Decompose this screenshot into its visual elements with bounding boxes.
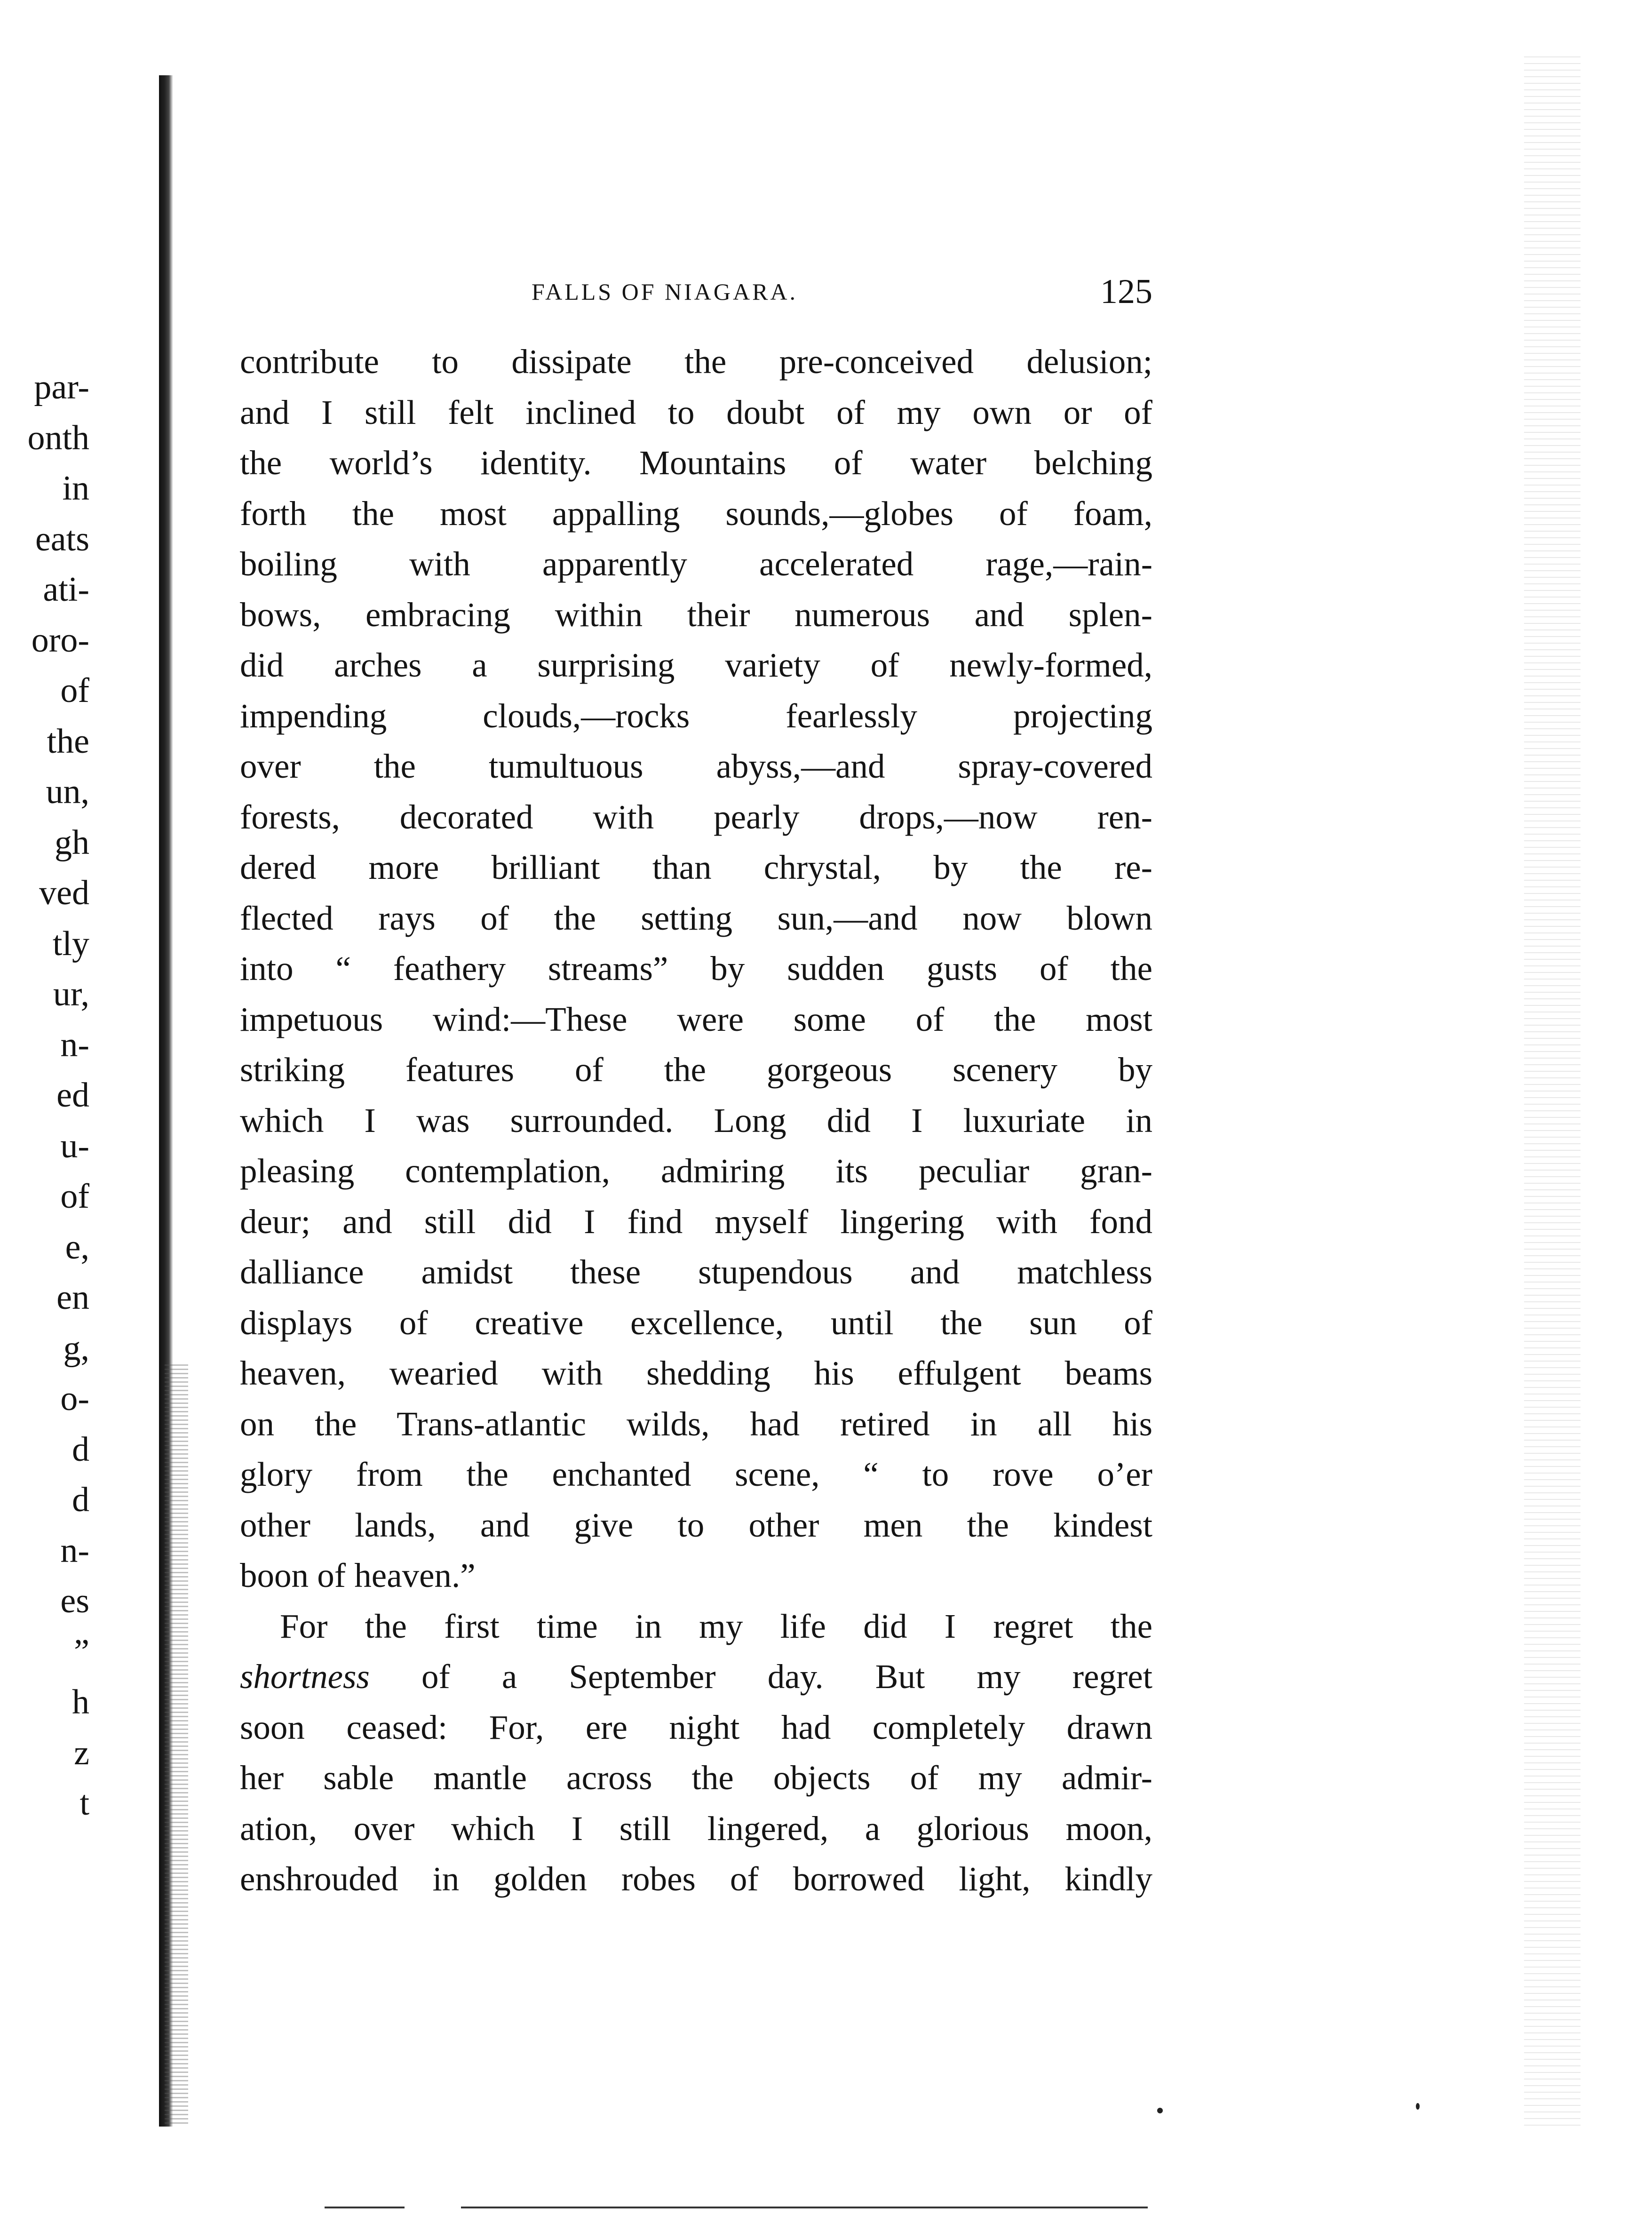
fragment-line: t xyxy=(79,1784,89,1823)
text-line: deur; and still did I find myself lingering with fond xyxy=(240,1202,1152,1241)
previous-page-bleed xyxy=(0,362,89,1829)
fragment-line: d xyxy=(72,1430,89,1469)
text-line: glory from the enchanted scene, “ to rove o’er xyxy=(240,1455,1152,1493)
fragment-line: ur, xyxy=(53,975,89,1013)
fragment-line: u- xyxy=(60,1126,89,1165)
gutter-speckle xyxy=(165,1364,188,2127)
fragment-line: h xyxy=(72,1683,89,1721)
fragment-line: ati- xyxy=(43,570,89,609)
stray-mark xyxy=(1157,2108,1163,2113)
fragment-line: o- xyxy=(60,1379,89,1418)
text-line: on the Trans-atlantic wilds, had retired in all his xyxy=(240,1404,1152,1443)
fragment-line: d xyxy=(72,1481,89,1519)
fragment-line: ved xyxy=(39,874,89,912)
text-line: bows, embracing within their numerous and splen- xyxy=(240,595,1152,634)
text-line: ation, over which I still lingered, a glorious moon, xyxy=(240,1809,1152,1848)
fragment-line: g, xyxy=(63,1329,89,1368)
fragment-line: of xyxy=(60,1177,89,1216)
fragment-line: par- xyxy=(34,368,89,406)
text-line: other lands, and give to other men the kindest xyxy=(240,1506,1152,1544)
fragment-line: ed xyxy=(56,1076,89,1115)
text-fragment: of a September day. But my regret xyxy=(369,1657,1152,1696)
body-text xyxy=(240,336,1152,1904)
running-header xyxy=(240,271,1152,322)
text-line: and I still felt inclined to doubt of my own or of xyxy=(240,393,1152,431)
fragment-line: en xyxy=(56,1278,89,1317)
text-line: over the tumultuous abyss,—and spray-covered xyxy=(240,747,1152,785)
fragment-line: of xyxy=(60,671,89,710)
bottom-rule-gap xyxy=(405,2207,461,2208)
text-line: into “ feathery streams” by sudden gusts of the xyxy=(240,949,1152,988)
text-line-with-italic xyxy=(240,1651,1152,1702)
text-line: impetuous wind:—These were some of the most xyxy=(240,1000,1152,1038)
fragment-line: the xyxy=(47,722,89,761)
fragment-line: eats xyxy=(35,519,89,558)
text-line: the world’s identity. Mountains of water belching xyxy=(240,444,1152,482)
text-line: forests, decorated with pearly drops,—now ren- xyxy=(240,797,1152,836)
text-line: enshrouded in golden robes of borrowed light, kindly xyxy=(240,1860,1152,1898)
fragment-line: onth xyxy=(27,418,89,457)
fragment-line: oro- xyxy=(31,621,89,660)
fragment-line: z xyxy=(74,1733,89,1772)
page-edge-speckle xyxy=(1524,56,1581,2127)
paragraph-first-line: For the first time in my life did I regret the xyxy=(280,1607,1152,1645)
text-line: heaven, wearied with shedding his effulgent beams xyxy=(240,1354,1152,1392)
text-line: contribute to dissipate the pre-conceived delusion; xyxy=(240,343,1152,381)
page-number: 125 xyxy=(1100,272,1152,311)
fragment-line: n- xyxy=(60,1025,89,1064)
text-line: displays of creative excellence, until the sun of xyxy=(240,1303,1152,1342)
fragment-line: tly xyxy=(52,924,89,963)
italic-word: shortness xyxy=(240,1657,370,1696)
text-line: pleasing contemplation, admiring its peculiar gran- xyxy=(240,1152,1152,1190)
text-line: dalliance amidst these stupendous and matchless xyxy=(240,1253,1152,1291)
fragment-line: e, xyxy=(65,1227,89,1267)
text-line: boiling with apparently accelerated rage,—rain- xyxy=(240,545,1152,583)
text-line: striking features of the gorgeous scenery by xyxy=(240,1051,1152,1089)
text-line: forth the most appalling sounds,—globes of foam, xyxy=(240,494,1152,533)
text-line: boon of heaven.” xyxy=(240,1556,476,1594)
fragment-line: in xyxy=(62,469,89,508)
text-line: flected rays of the setting sun,—and now blown xyxy=(240,899,1152,937)
stray-mark xyxy=(1416,2103,1420,2110)
text-line: which I was surrounded. Long did I luxuriate in xyxy=(240,1101,1152,1139)
fragment-line: gh xyxy=(55,823,89,862)
fragment-line: un, xyxy=(46,773,89,811)
text-line: did arches a surprising variety of newly-formed, xyxy=(240,646,1152,684)
text-line: dered more brilliant than chrystal, by the re- xyxy=(240,848,1152,886)
text-line: her sable mantle across the objects of my admir- xyxy=(240,1759,1152,1797)
text-line: impending clouds,—rocks fearlessly projecting xyxy=(240,696,1152,735)
text-line: soon ceased: For, ere night had completely drawn xyxy=(240,1708,1152,1746)
fragment-line: n- xyxy=(60,1531,89,1570)
fragment-line: es xyxy=(60,1582,89,1620)
fragment-line: ” xyxy=(74,1632,89,1671)
running-title: FALLS OF NIAGARA. xyxy=(532,279,798,305)
